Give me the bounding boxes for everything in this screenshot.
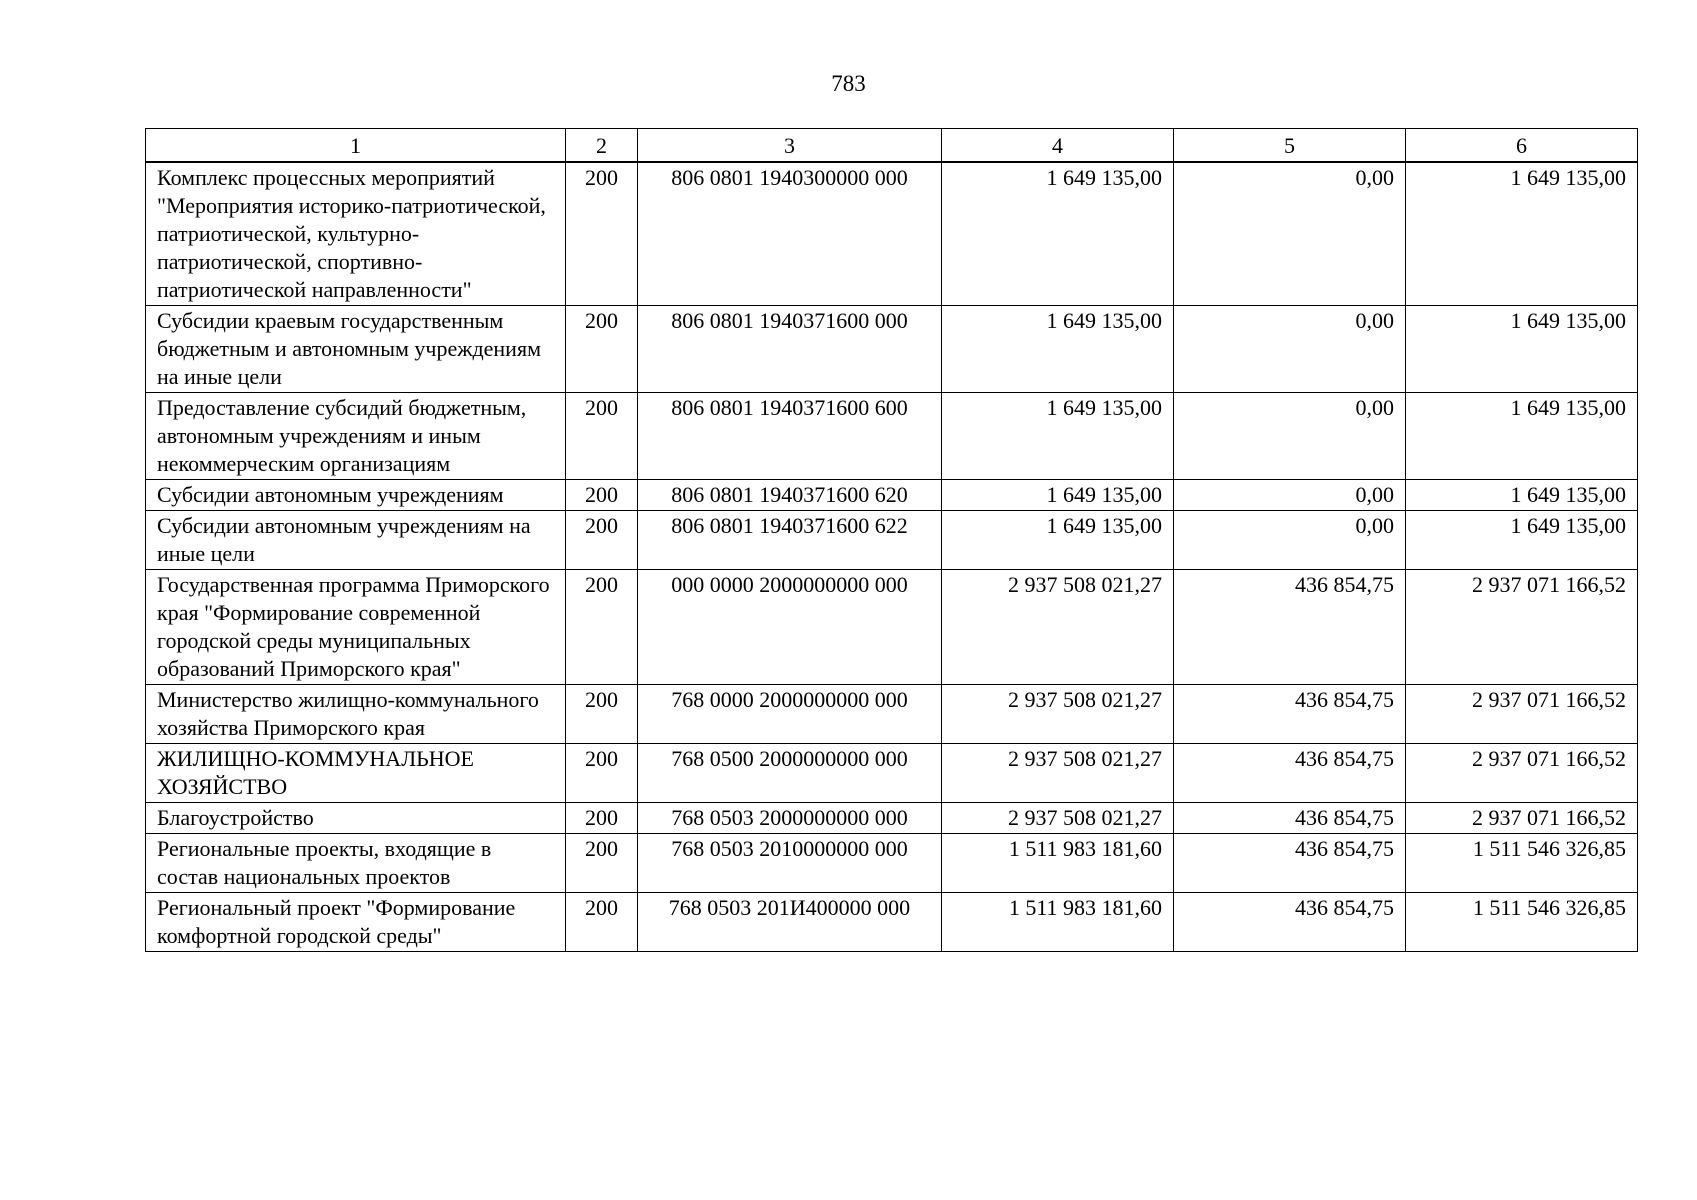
table-row: [146, 744, 1638, 803]
row-code-cell: 000 0000 2000000000 000: [638, 570, 942, 685]
row-code-cell: 806 0801 1940371600 620: [638, 480, 942, 511]
row-name-cell: Субсидии автономным учреждениям на иные цели: [146, 511, 566, 570]
row-amount-col5: 0,00: [1174, 306, 1406, 393]
row-code-cell: 768 0503 2000000000 000: [638, 803, 942, 834]
row-amount-col6: 1 649 135,00: [1406, 511, 1638, 570]
row-amount-col6: 1 649 135,00: [1406, 393, 1638, 480]
row-code-cell: 768 0000 2000000000 000: [638, 685, 942, 744]
row-amount-col5: 0,00: [1174, 162, 1406, 306]
row-amount-col4: 2 937 508 021,27: [942, 803, 1174, 834]
page-number: 783: [831, 71, 866, 96]
row-amount-col5: 436 854,75: [1174, 893, 1406, 952]
row-number-cell: 200: [566, 511, 638, 570]
table-row: [146, 893, 1638, 952]
column-header-3: 3: [638, 129, 942, 163]
header-row: [146, 129, 1638, 163]
row-amount-col6: 1 649 135,00: [1406, 306, 1638, 393]
row-number-cell: 200: [566, 393, 638, 480]
row-number-cell: 200: [566, 685, 638, 744]
row-amount-col6: 1 511 546 326,85: [1406, 834, 1638, 893]
row-amount-col4: 1 649 135,00: [942, 511, 1174, 570]
row-number-cell: 200: [566, 570, 638, 685]
row-name-cell: Предоставление субсидий бюджетным, автономным учреждениям и иным некоммерческим организациям: [146, 393, 566, 480]
row-amount-col6: 2 937 071 166,52: [1406, 744, 1638, 803]
row-amount-col6: 2 937 071 166,52: [1406, 803, 1638, 834]
table-row: [146, 803, 1638, 834]
row-name-cell: Субсидии краевым государственным бюджетным и автономным учреждениям на иные цели: [146, 306, 566, 393]
row-amount-col4: 1 649 135,00: [942, 162, 1174, 306]
table-row: [146, 685, 1638, 744]
row-amount-col4: 2 937 508 021,27: [942, 744, 1174, 803]
row-amount-col4: 1 649 135,00: [942, 306, 1174, 393]
table-row: [146, 834, 1638, 893]
row-name-cell: Субсидии автономным учреждениям: [146, 480, 566, 511]
row-name-cell: Министерство жилищно-коммунального хозяйства Приморского края: [146, 685, 566, 744]
row-code-cell: 768 0503 201И400000 000: [638, 893, 942, 952]
row-number-cell: 200: [566, 162, 638, 306]
row-number-cell: 200: [566, 834, 638, 893]
row-number-cell: 200: [566, 893, 638, 952]
row-amount-col6: 1 649 135,00: [1406, 480, 1638, 511]
row-amount-col4: 1 649 135,00: [942, 480, 1174, 511]
table-row: [146, 511, 1638, 570]
row-amount-col4: 1 511 983 181,60: [942, 893, 1174, 952]
row-name-cell: Региональный проект "Формирование комфортной городской среды": [146, 893, 566, 952]
row-amount-col6: 1 511 546 326,85: [1406, 893, 1638, 952]
row-number-cell: 200: [566, 803, 638, 834]
row-number-cell: 200: [566, 306, 638, 393]
row-name-cell: Региональные проекты, входящие в состав национальных проектов: [146, 834, 566, 893]
row-amount-col5: 0,00: [1174, 511, 1406, 570]
table-row: [146, 306, 1638, 393]
row-code-cell: 806 0801 1940300000 000: [638, 162, 942, 306]
row-amount-col5: 436 854,75: [1174, 803, 1406, 834]
column-header-6: 6: [1406, 129, 1638, 163]
row-name-cell: Государственная программа Приморского края "Формирование современной городской среды муниципальных образований Приморского края": [146, 570, 566, 685]
row-amount-col6: 1 649 135,00: [1406, 162, 1638, 306]
column-header-2: 2: [566, 129, 638, 163]
row-code-cell: 806 0801 1940371600 000: [638, 306, 942, 393]
row-amount-col6: 2 937 071 166,52: [1406, 685, 1638, 744]
row-amount-col4: 1 511 983 181,60: [942, 834, 1174, 893]
row-amount-col4: 2 937 508 021,27: [942, 570, 1174, 685]
table-row: [146, 480, 1638, 511]
row-number-cell: 200: [566, 744, 638, 803]
budget-table: [145, 128, 1638, 952]
row-amount-col5: 0,00: [1174, 480, 1406, 511]
row-code-cell: 806 0801 1940371600 622: [638, 511, 942, 570]
column-header-4: 4: [942, 129, 1174, 163]
row-amount-col6: 2 937 071 166,52: [1406, 570, 1638, 685]
row-name-cell: ЖИЛИЩНО-КОММУНАЛЬНОЕ ХОЗЯЙСТВО: [146, 744, 566, 803]
table-row: [146, 570, 1638, 685]
column-header-1: 1: [146, 129, 566, 163]
row-number-cell: 200: [566, 480, 638, 511]
row-amount-col5: 436 854,75: [1174, 834, 1406, 893]
row-name-cell: Комплекс процессных мероприятий "Мероприятия историко-патриотической, патриотической, культурно-патриотической, спортивно-патриотической направленности": [146, 162, 566, 306]
row-code-cell: 768 0500 2000000000 000: [638, 744, 942, 803]
row-amount-col4: 1 649 135,00: [942, 393, 1174, 480]
row-name-cell: Благоустройство: [146, 803, 566, 834]
row-code-cell: 768 0503 2010000000 000: [638, 834, 942, 893]
row-amount-col5: 436 854,75: [1174, 570, 1406, 685]
table-row: [146, 393, 1638, 480]
row-amount-col4: 2 937 508 021,27: [942, 685, 1174, 744]
row-amount-col5: 0,00: [1174, 393, 1406, 480]
row-amount-col5: 436 854,75: [1174, 744, 1406, 803]
table-row: [146, 162, 1638, 306]
row-code-cell: 806 0801 1940371600 600: [638, 393, 942, 480]
row-amount-col5: 436 854,75: [1174, 685, 1406, 744]
column-header-5: 5: [1174, 129, 1406, 163]
